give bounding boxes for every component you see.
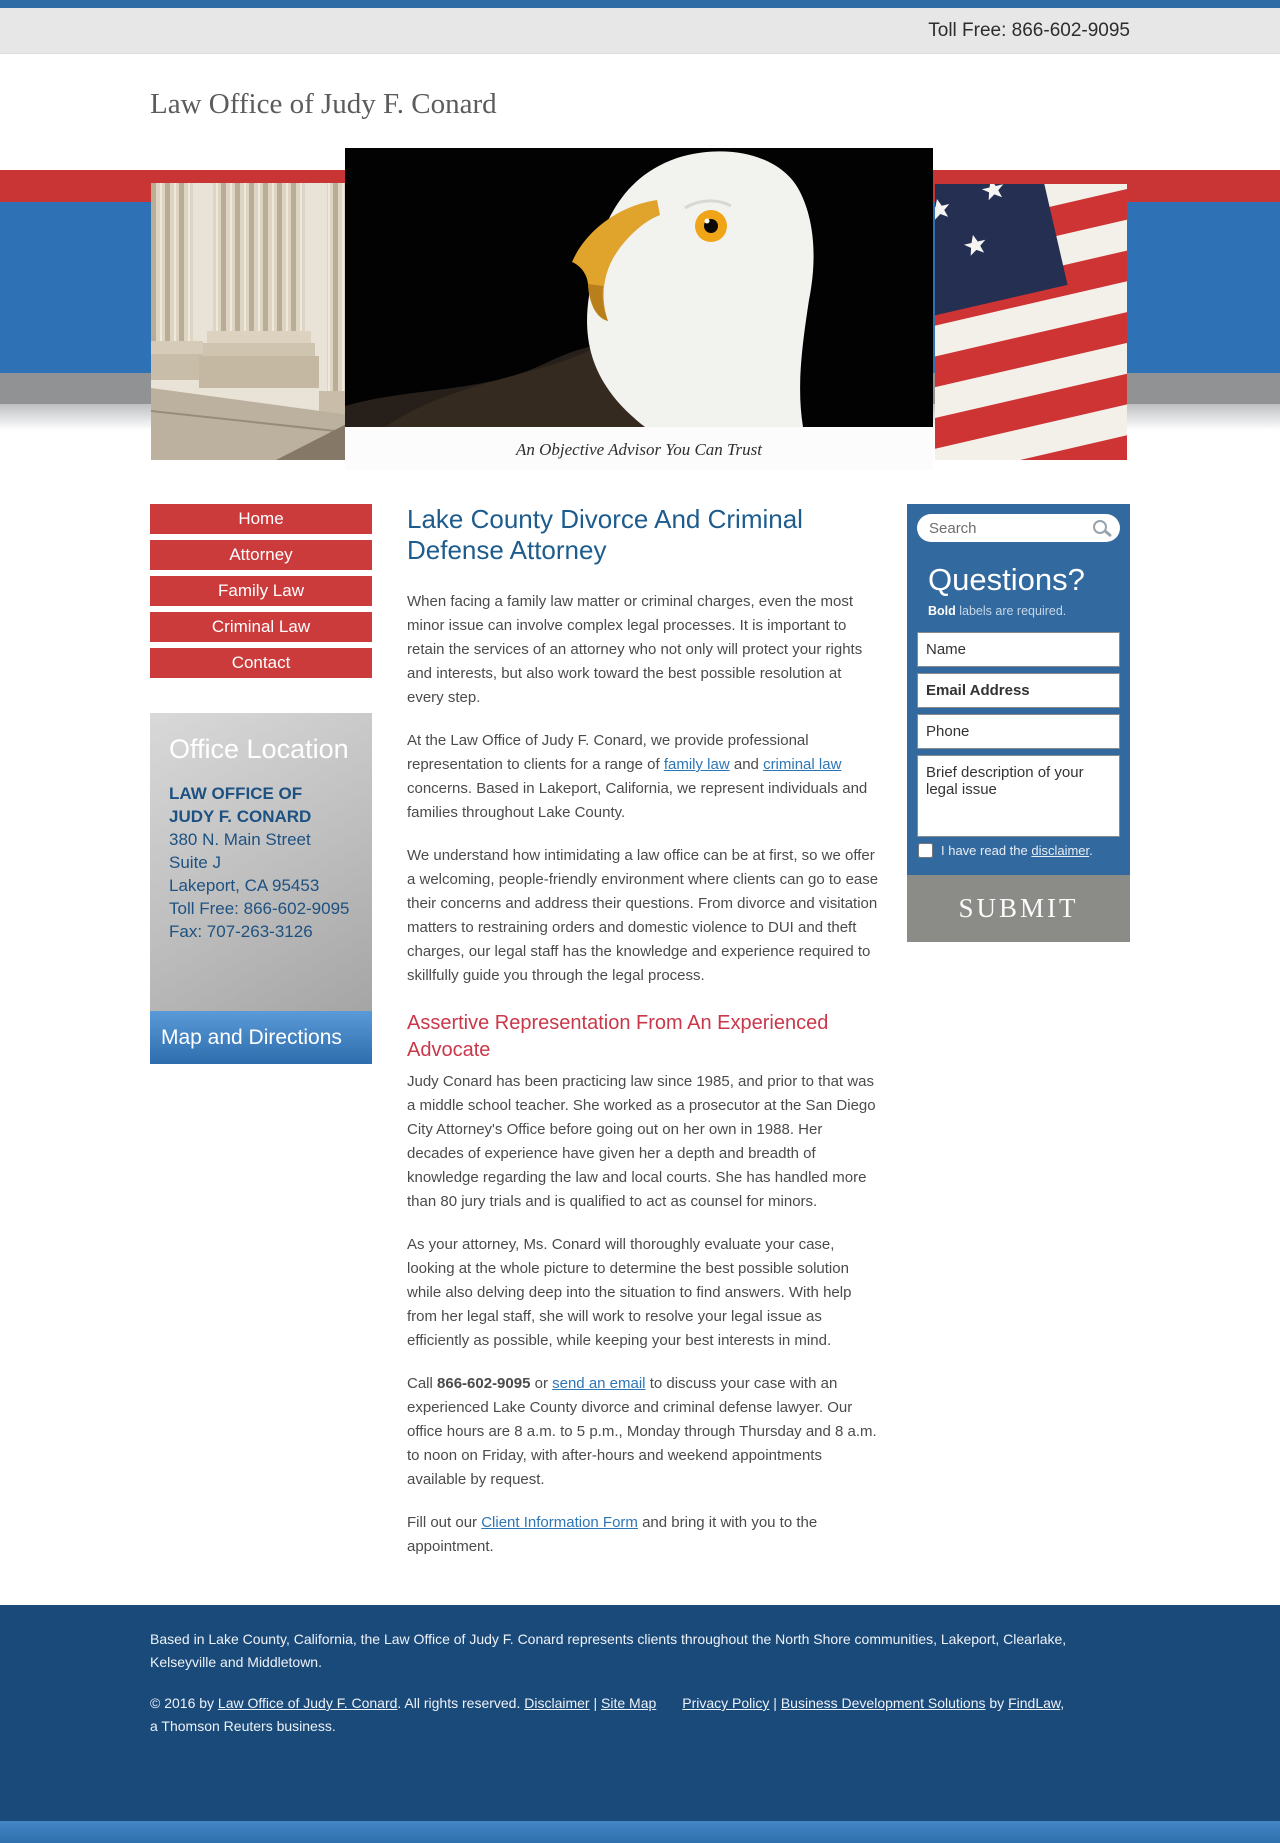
office-location-box — [150, 713, 372, 1064]
paragraph: As your attorney, Ms. Conard will thoroughly evaluate your case, looking at the whole picture to determine the best possible solution while also delving deep into the situation to find answers. With help from her legal staff, she will work to resolve your legal issue as efficiently as possible, while keeping your best interests in mind. — [407, 1236, 852, 1349]
text-run: or — [530, 1375, 553, 1392]
main-column — [407, 504, 881, 1578]
office-address-line: 380 N. Main Street — [169, 830, 311, 849]
toll-free-label: Toll Free: 866-602-9095 — [928, 20, 1130, 41]
map-and-directions-button[interactable]: Map and Directions — [150, 1011, 372, 1064]
footer-bds-link[interactable]: Business Development Solutions — [780, 1695, 986, 1711]
left-column — [150, 504, 372, 1064]
text-run: Call — [407, 1375, 438, 1392]
phone-field[interactable] — [917, 714, 1120, 749]
sidebar-item-attorney[interactable]: Attorney — [150, 540, 372, 570]
sidebar-nav — [150, 504, 372, 678]
text-run: labels are required. — [955, 604, 1067, 618]
office-address-line: Suite J — [169, 853, 221, 872]
footer-sitemap-link[interactable]: Site Map — [601, 1695, 657, 1711]
office-address-line: Lakeport, CA 95453 — [169, 876, 320, 895]
sidebar-item-contact[interactable]: Contact — [150, 648, 372, 678]
paragraph — [407, 729, 881, 825]
footer-bottom-strip — [0, 1821, 1280, 1843]
text-run: . All rights reserved. — [397, 1695, 525, 1711]
questions-box — [907, 504, 1130, 875]
disclaimer-label — [941, 843, 1093, 859]
top-bar — [0, 8, 1280, 54]
text-run: Fill out our — [407, 1514, 482, 1531]
questions-title: Questions? — [928, 562, 1085, 597]
office-firm-name-line1: LAW OFFICE OF — [169, 784, 303, 803]
office-firm-name-line2: JUDY F. CONARD — [169, 807, 312, 826]
text-run: a Thomson Reuters business. — [150, 1718, 336, 1734]
text-run: and — [729, 756, 764, 773]
text-run: , — [1060, 1695, 1065, 1711]
paragraph: Judy Conard has been practicing law since 1985, and prior to that was a middle school teacher. She worked as a prosecutor at the San Diego City Attorney's Office before going out on her own in 1988. Her decades of experience have given her a depth and breadth of knowledge regarding the law and local courts. She has handled more than 80 jury trials and is qualified to act as counsel for minors. — [407, 1073, 876, 1210]
footer-privacy-link[interactable]: Privacy Policy — [682, 1695, 770, 1711]
hero-banner — [0, 170, 1280, 470]
flag-image — [935, 184, 1127, 460]
search-input[interactable] — [917, 514, 1120, 542]
text-run: © 2016 by — [150, 1695, 218, 1711]
hero-tagline: An Objective Advisor You Can Trust — [515, 440, 763, 459]
required-bold: Bold — [928, 604, 956, 618]
text-run: by — [985, 1695, 1009, 1711]
text-run: concerns. Based in Lakeport, California, we represent individuals and families throughout Lake County. — [407, 780, 868, 821]
sidebar-item-home[interactable]: Home — [150, 504, 372, 534]
disclaimer-row — [917, 843, 1120, 859]
disclaimer-checkbox[interactable] — [918, 843, 933, 858]
office-address — [150, 765, 372, 943]
footer-firm-link[interactable]: Law Office of Judy F. Conard — [217, 1695, 398, 1711]
footer-copyright — [150, 1692, 1130, 1738]
footer-about: Based in Lake County, California, the Law Office of Judy F. Conard represents clients throughout the North Shore communities, Lakeport, Clearlake, Kelseyville and Middletown. — [150, 1631, 1067, 1670]
criminal-law-link[interactable]: criminal law — [763, 756, 842, 773]
search-box — [917, 514, 1120, 542]
client-information-form-link[interactable]: Client Information Form — [481, 1514, 638, 1531]
firm-title: Law Office of Judy F. Conard — [150, 88, 497, 120]
page-title: Lake County Divorce And Criminal Defense Attorney — [407, 504, 803, 565]
description-field[interactable] — [917, 755, 1120, 837]
text-run: | — [589, 1695, 602, 1711]
top-accent-strip — [0, 0, 1280, 8]
sidebar-item-criminal-law[interactable]: Criminal Law — [150, 612, 372, 642]
courthouse-columns-image — [151, 183, 372, 460]
footer — [0, 1605, 1280, 1843]
section-heading: Assertive Representation From An Experienced Advocate — [407, 1012, 829, 1061]
required-note — [928, 604, 1120, 618]
text-run: . — [1089, 843, 1093, 858]
paragraph — [407, 1511, 881, 1559]
content-area — [150, 504, 1130, 1605]
text-run: and bring it with you to the appointment. — [407, 1514, 818, 1555]
intro-paragraph: When facing a family law matter or criminal charges, even the most minor issue can involve complex legal processes. It is important to retain the services of an attorney who not only will protect your rights and interests, but also work toward the best possible resolution at every step. — [407, 593, 863, 706]
email-field[interactable] — [917, 673, 1120, 708]
right-sidebar — [907, 504, 1130, 942]
footer-findlaw-link[interactable]: FindLaw — [1008, 1695, 1061, 1711]
text-run: to discuss your case with an experienced Lake County divorce and criminal defense lawyer. Our office hours are 8 a.m. to 5 p.m., Monday through Thursday and 8 a.m. to noon on Friday, with after-hours and weekend appointments available by request. — [407, 1375, 877, 1488]
family-law-link[interactable]: family law — [663, 756, 730, 773]
text-run: | — [769, 1695, 781, 1711]
office-location-title: Office Location — [169, 734, 349, 764]
eagle-image — [345, 148, 933, 427]
office-address-line: Fax: 707-263-3126 — [169, 922, 313, 941]
text-run: I have read the — [941, 843, 1032, 858]
disclaimer-link[interactable]: disclaimer — [1031, 843, 1090, 858]
paragraph — [407, 1372, 881, 1492]
send-email-link[interactable]: send an email — [552, 1375, 646, 1392]
footer-disclaimer-link[interactable]: Disclaimer — [524, 1695, 590, 1711]
office-address-line: Toll Free: 866-602-9095 — [169, 899, 350, 918]
phone-number: 866-602-9095 — [437, 1375, 531, 1392]
submit-button[interactable]: SUBMIT — [907, 875, 1130, 942]
search-icon — [1093, 520, 1107, 534]
sidebar-item-family-law[interactable]: Family Law — [150, 576, 372, 606]
paragraph: We understand how intimidating a law office can be at first, so we offer a welcoming, people-friendly environment where clients can go to ease their concerns and address their questions. From divorce and visitation matters to restraining orders and domestic violence to DUI and theft charges, our legal staff has the knowledge and experience required to skillfully guide you through the legal process. — [407, 847, 879, 984]
tagline-band — [345, 427, 933, 470]
text-run: At the Law Office of Judy F. Conard, we provide professional representation to clients for a range of — [407, 732, 809, 773]
name-field[interactable] — [917, 632, 1120, 667]
